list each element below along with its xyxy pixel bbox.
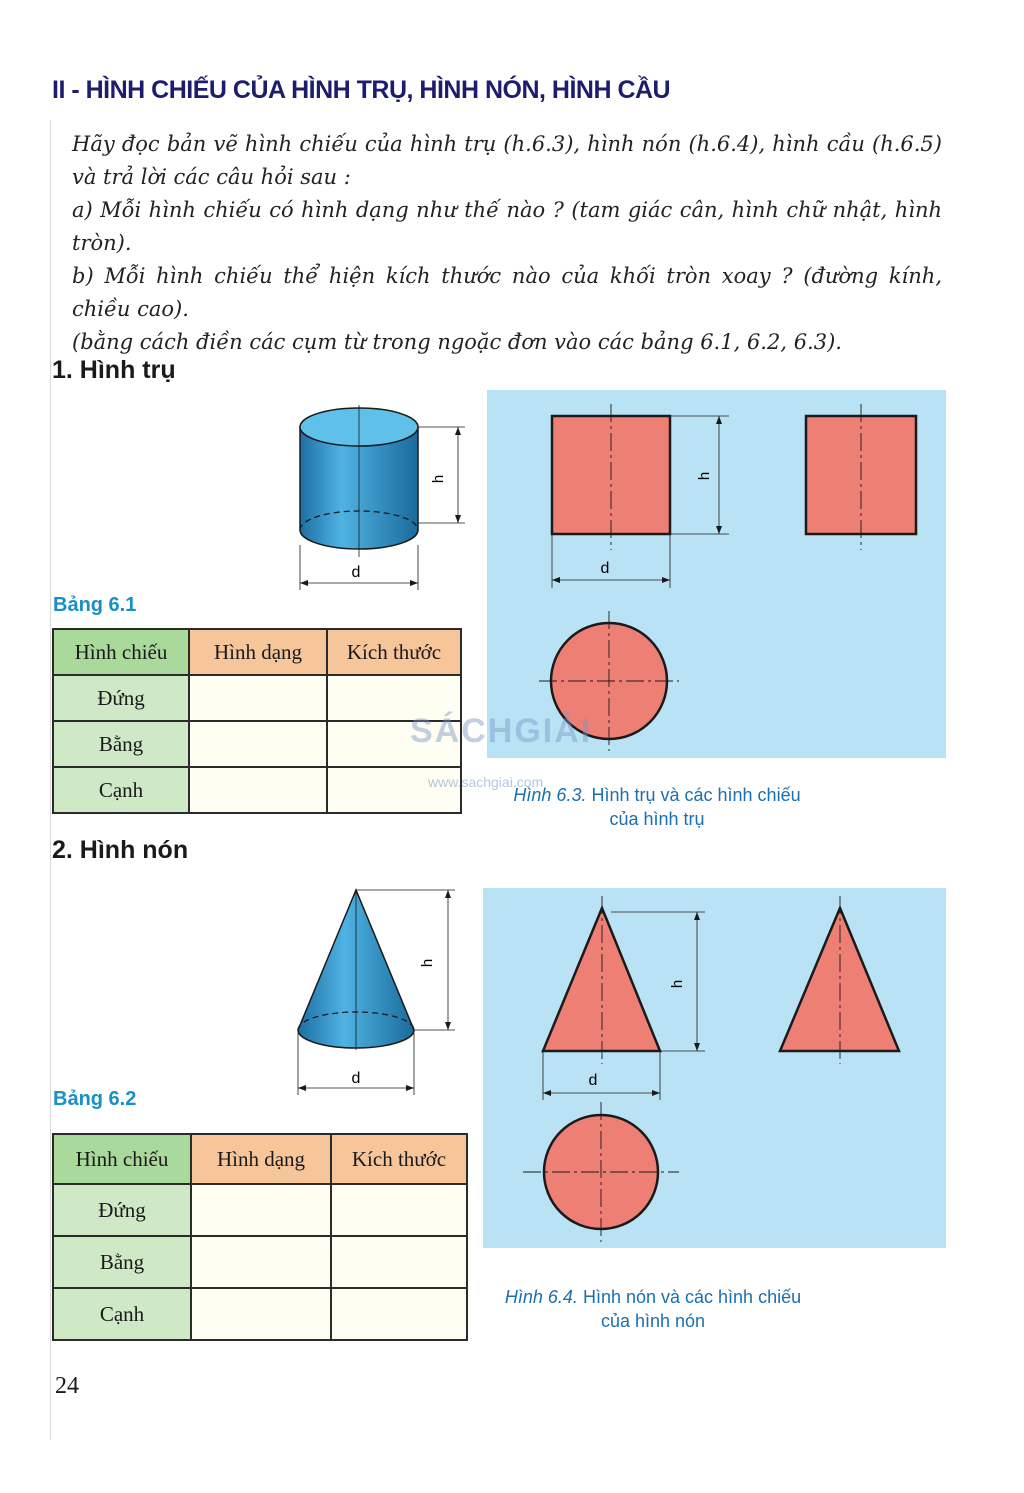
table-6-2-cell-top-shape[interactable] — [191, 1236, 331, 1288]
intro-question-b: b) Mỗi hình chiếu thể hiện kích thước nào của khối tròn xoay ? (đường kính, chiều cao). — [72, 264, 942, 321]
figure-6-4-caption-number: Hình 6.4. — [504, 1287, 578, 1307]
table-6-2 — [52, 1133, 468, 1341]
cone-dim-h: h — [419, 958, 436, 968]
table-6-1-header-shape: Hình dạng — [189, 629, 327, 675]
table-6-2-label: Bảng 6.2 — [53, 1088, 137, 1110]
figure-6-4-caption — [483, 1285, 823, 1333]
cone-proj-dim-d: d — [588, 1072, 598, 1089]
table-6-1 — [52, 628, 462, 814]
table-6-1-row-side: Cạnh — [53, 767, 189, 813]
table-6-1-row-top: Bằng — [53, 721, 189, 767]
watermark-brand: SÁCHGIẢI — [410, 712, 593, 750]
table-6-1-cell-top-shape[interactable] — [189, 721, 327, 767]
figure-6-3-panel — [487, 390, 946, 758]
table-6-2-cell-top-size[interactable] — [331, 1236, 467, 1288]
figure-6-3-caption — [487, 783, 827, 831]
cylinder-dim-h: h — [430, 474, 447, 484]
page-number: 24 — [55, 1373, 79, 1399]
cone-solid-figure — [290, 885, 480, 1100]
table-6-1-cell-front-shape[interactable] — [189, 675, 327, 721]
intro-line-1: Hãy đọc bản vẽ hình chiếu của hình trụ (h.6.3), hình nón (h.6.4), hình cầu (h.6.5) và trả lời các câu hỏi sau : — [72, 132, 942, 189]
section-title: II - HÌNH CHIẾU CỦA HÌNH TRỤ, HÌNH NÓN, HÌNH CẦU — [52, 76, 671, 104]
cone-proj-dim-h: h — [669, 979, 686, 989]
table-6-2-cell-side-shape[interactable] — [191, 1288, 331, 1340]
part1-title: 1. Hình trụ — [52, 356, 176, 384]
table-6-2-cell-front-size[interactable] — [331, 1184, 467, 1236]
part2-title: 2. Hình nón — [52, 836, 189, 864]
table-6-2-row-front: Đứng — [53, 1184, 191, 1236]
table-6-1-header-projection: Hình chiếu — [53, 629, 189, 675]
table-6-1-header-size: Kích thước — [327, 629, 461, 675]
cylinder-solid-figure — [290, 395, 480, 605]
table-6-1-row-front: Đứng — [53, 675, 189, 721]
page-margin-line — [50, 120, 51, 1440]
table-6-2-cell-side-size[interactable] — [331, 1288, 467, 1340]
table-6-2-header-size: Kích thước — [331, 1134, 467, 1184]
cone-projections-drawing — [483, 888, 946, 1248]
table-6-2-row-top: Bằng — [53, 1236, 191, 1288]
table-6-2-header-projection: Hình chiếu — [53, 1134, 191, 1184]
figure-6-4-caption-text: Hình nón và các hình chiếu — [582, 1287, 802, 1307]
intro-text — [72, 128, 942, 359]
intro-instruction: (bằng cách điền các cụm từ trong ngoặc đơn vào các bảng 6.1, 6.2, 6.3). — [72, 330, 842, 354]
figure-6-3-caption-number: Hình 6.3. — [513, 785, 587, 805]
table-6-2-cell-front-shape[interactable] — [191, 1184, 331, 1236]
watermark-url: www.sachgiai.com — [428, 774, 544, 790]
table-6-2-header-shape: Hình dạng — [191, 1134, 331, 1184]
intro-question-a: a) Mỗi hình chiếu có hình dạng như thế nào ? (tam giác cân, hình chữ nhật, hình tròn). — [72, 198, 942, 255]
cylinder-proj-dim-h: h — [696, 471, 713, 481]
table-6-1-cell-side-shape[interactable] — [189, 767, 327, 813]
figure-6-3-caption-text-2: của hình trụ — [609, 809, 705, 829]
figure-6-4-panel — [483, 888, 946, 1248]
table-6-1-label: Bảng 6.1 — [53, 594, 137, 616]
cylinder-proj-dim-d: d — [600, 560, 610, 577]
cone-dim-d: d — [351, 1070, 361, 1087]
cylinder-projections-drawing — [487, 390, 946, 758]
figure-6-4-caption-text-2: của hình nón — [600, 1311, 706, 1331]
cylinder-dim-d: d — [351, 564, 361, 581]
figure-6-3-caption-text: Hình trụ và các hình chiếu — [591, 785, 801, 805]
table-6-2-row-side: Cạnh — [53, 1288, 191, 1340]
